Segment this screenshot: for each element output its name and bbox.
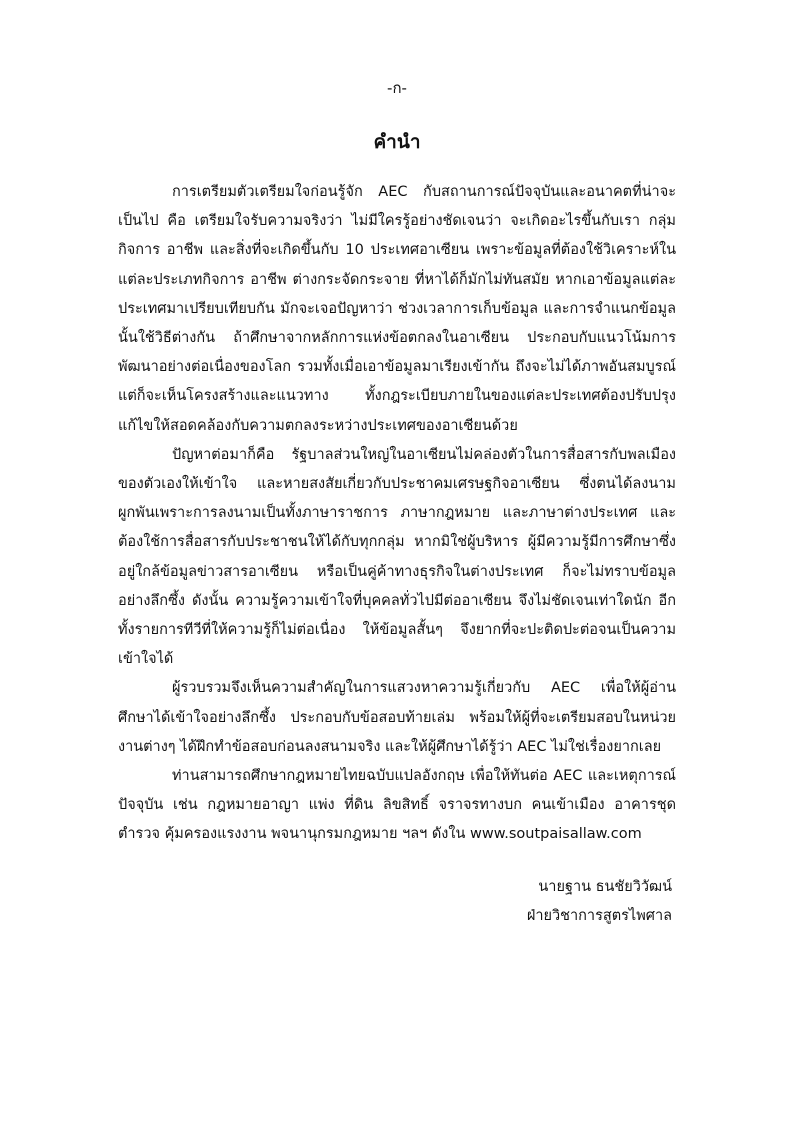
page-title: คำนำ <box>373 131 421 153</box>
signature-block <box>480 873 672 931</box>
author-name: นายฐาน ธนชัยวิวัฒน์ <box>538 879 672 895</box>
paragraph-3: ผู้รวบรวมจึงเห็นความสำคัญในการแสวงหาความรู้เกี่ยวกับ AEC เพื่อให้ผู้อ่าน ศึกษาได้เข้าใจอย่างลึกซึ้ง ประกอบกับข้อสอบท้ายเล่ม พร้อมให้ผู้ที่จะเตรียมสอบในหน่วยงานต่างๆ ได้ฝึกทำข้อสอบก่อนลงสนามจริง และให้ผู้ศึกษาได้รู้ว่า AEC ไม่ใช่เรื่องยากเลย <box>118 680 676 755</box>
paragraph-1: การเตรียมตัวเตรียมใจก่อนรู้จัก AEC กับสถานการณ์ปัจจุบันและอนาคตที่น่าจะเป็นไป คือ เตรียมใจรับความจริงว่า ไม่มีใครรู้อย่างชัดเจนว่า จะเกิดอะไรขึ้นกับเรา กลุ่มกิจการ อาชีพ และสิ่งที่จะเกิดขึ้นกับ 10 ประเทศอาเซียน เพราะข้อมูลที่ต้องใช้วิเคราะห์ในแต่ละประเภทกิจการ อาชีพ ต่างกระจัดกระจาย ที่หาได้ก็มักไม่ทันสมัย หากเอาข้อมูลแต่ละประเทศมาเปรียบเทียบกัน มักจะเจอปัญหาว่า ช่วงเวลาการเก็บข้อมูล และการจำแนกข้อมูลนั้นใช้วิธีต่างกัน ถ้าศึกษาจากหลักการแห่งข้อตกลงในอาเซียน ประกอบกับแนวโน้มการพัฒนาอย่างต่อเนื่องของโลก รวมทั้งเมื่อเอาข้อมูลมาเรียงเข้ากัน ถึงจะไม่ได้ภาพอันสมบูรณ์ แต่ก็จะเห็นโครงสร้างและแนวทาง ทั้งกฎระเบียบภายในของแต่ละประเทศต้องปรับปรุงแก้ไขให้สอดคล้องกับความตกลงระหว่างประเทศของอาเซียนด้วย <box>118 184 676 434</box>
paragraph-2: ปัญหาต่อมาก็คือ รัฐบาลส่วนใหญ่ในอาเซียนไม่คล่องตัวในการสื่อสารกับพลเมืองของตัวเองให้เข้าใจ และหายสงสัยเกี่ยวกับประชาคมเศรษฐกิจอาเซียน ซึ่งตนได้ลงนามผูกพันเพราะการลงนามเป็นทั้งภาษาราชการ ภาษากฎหมาย และภาษาต่างประเทศ และต้องใช้การสื่อสารกับประชาชนให้ได้กับทุกกลุ่ม หากมิใช่ผู้บริหาร ผู้มีความรู้มีการศึกษาซึ่งอยู่ใกล้ข้อมูลข่าวสารอาเซียน หรือเป็นคู่ค้าทางธุรกิจในต่างประเทศ ก็จะไม่ทราบข้อมูลอย่างลึกซึ้ง ดังนั้น ความรู้ความเข้าใจที่บุคคลทั่วไปมีต่ออาเซียน จึงไม่ชัดเจนเท่าใดนัก อีกทั้งรายการทีวีที่ให้ความรู้ก็ไม่ต่อเนื่อง ให้ข้อมูลสั้นๆ จึงยากที่จะปะติดปะต่อจนเป็นความเข้าใจได้ <box>118 446 676 668</box>
author-department: ฝ่ายวิชาการสูตรไพศาล <box>526 908 672 924</box>
preface-body <box>118 178 676 850</box>
page-number: -ก- <box>387 79 407 97</box>
paragraph-4: ท่านสามารถศึกษากฎหมายไทยฉบับแปลอังกฤษ เพื่อให้ทันต่อ AEC และเหตุการณ์ปัจจุบัน เช่น กฎหมายอาญา แพ่ง ที่ดิน ลิขสิทธิ์ จราจรทางบก คนเข้าเมือง อาคารชุด ตำรวจ คุ้มครองแรงงาน พจนานุกรมกฎหมาย ฯลฯ ดังใน www.soutpaisallaw.com <box>118 768 676 843</box>
